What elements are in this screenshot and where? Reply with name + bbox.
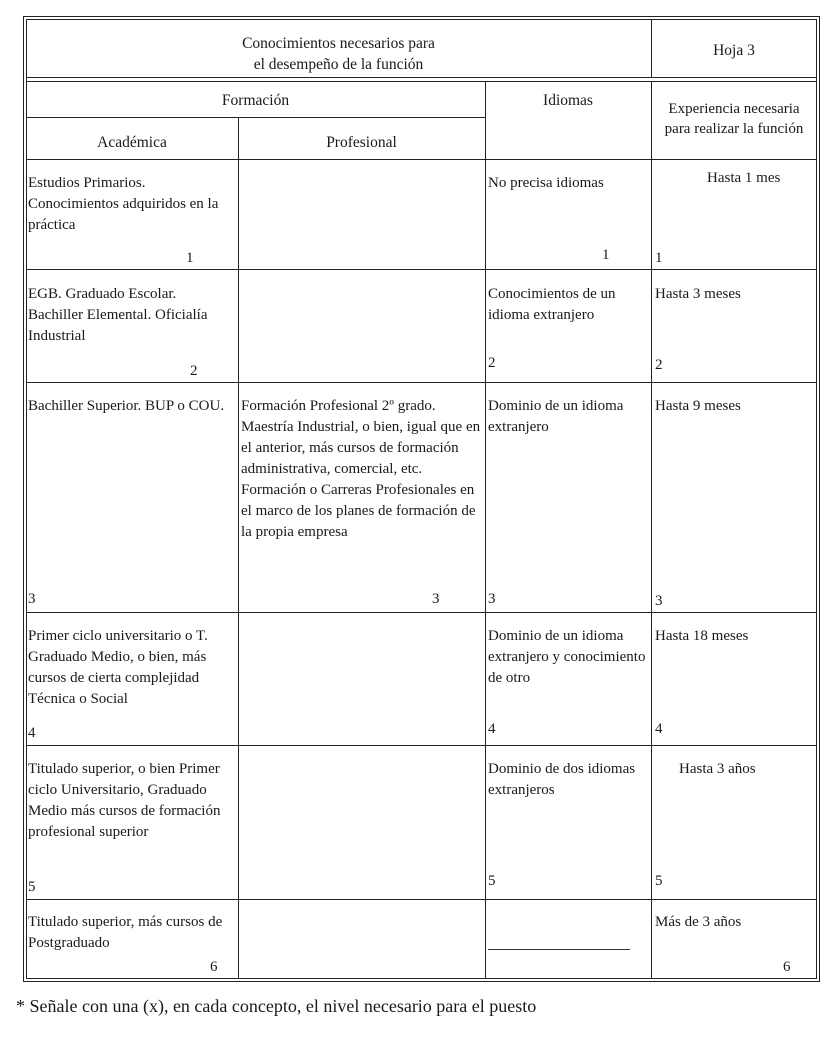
row1-idiomas-level: 1 <box>602 247 610 263</box>
row2-experiencia: Hasta 3 meses <box>655 286 741 302</box>
column-header-bottom <box>26 159 817 160</box>
row3-profesional-level: 3 <box>432 591 440 607</box>
row3-experiencia-level: 3 <box>655 593 663 609</box>
row1-idiomas: No precisa idiomas <box>488 175 604 191</box>
col-divider-experiencia <box>651 81 652 979</box>
row1-experiencia-level: 1 <box>655 250 663 266</box>
row-divider-4 <box>26 745 817 746</box>
row4-experiencia-level: 4 <box>655 721 663 737</box>
table-title-line2: el desempeño de la función <box>253 56 424 73</box>
row5-experiencia-level: 5 <box>655 873 663 889</box>
row3-idiomas: Dominio de un idioma extranjero <box>488 398 624 435</box>
row3-idiomas-level: 3 <box>488 591 496 607</box>
row-divider-2 <box>26 382 817 383</box>
row6-academica: Titulado superior, más cursos de Postgraduado <box>28 914 223 951</box>
header-divider <box>26 77 817 78</box>
row-divider-5 <box>26 899 817 900</box>
col-header-experiencia <box>651 99 817 139</box>
row5-experiencia: Hasta 3 años <box>679 761 756 777</box>
row3-profesional: Formación Profesional 2º grado. Maestría Industrial, o bien, igual que en el anterior, más cursos de formación administrativa, comercial, etc. Formación o Carreras Profesionales en el marco de los planes de formación de la propia empresa <box>241 398 481 540</box>
row6-experiencia-level: 6 <box>783 959 791 975</box>
header-divider-2 <box>26 81 817 82</box>
row4-academica-level: 4 <box>28 725 36 741</box>
col-divider-idiomas <box>485 81 486 979</box>
row3-academica-level: 3 <box>28 591 36 607</box>
row2-academica-level: 2 <box>190 363 198 379</box>
row3-experiencia: Hasta 9 meses <box>655 398 741 414</box>
row2-experiencia-level: 2 <box>655 357 663 373</box>
col-header-formacion: Formación <box>221 92 290 109</box>
col-divider-profesional <box>238 117 239 979</box>
col-header-academica: Académica <box>97 134 167 151</box>
row2-idiomas-level: 2 <box>488 355 496 371</box>
formacion-subdivider <box>26 117 485 118</box>
row1-experiencia: Hasta 1 mes <box>707 170 781 186</box>
row6-academica-level: 6 <box>210 959 218 975</box>
row5-idiomas-level: 5 <box>488 873 496 889</box>
row5-idiomas: Dominio de dos idiomas extranjeros <box>488 761 636 798</box>
row4-experiencia: Hasta 18 meses <box>655 628 749 644</box>
row3-academica: Bachiller Superior. BUP o COU. <box>28 398 225 414</box>
table-title <box>26 33 651 75</box>
sheet-label: Hoja 3 <box>713 42 755 59</box>
row2-idiomas: Conocimientos de un idioma extranjero <box>488 286 616 323</box>
row6-idiomas-blank-line <box>488 949 630 950</box>
row1-academica-level: 1 <box>186 250 194 266</box>
col-header-idiomas: Idiomas <box>543 92 593 109</box>
row6-experiencia: Más de 3 años <box>655 914 742 930</box>
row4-idiomas: Dominio de un idioma extranjero y conocimiento de otro <box>488 628 646 686</box>
row2-academica: EGB. Graduado Escolar. Bachiller Elemental. Oficialía Industrial <box>28 286 208 344</box>
table-title-line1: Conocimientos necesarios para <box>242 35 435 52</box>
row4-idiomas-level: 4 <box>488 721 496 737</box>
col-header-experiencia-line2: para realizar la función <box>664 121 804 137</box>
col-header-profesional: Profesional <box>326 134 397 151</box>
row-divider-1 <box>26 269 817 270</box>
row1-academica: Estudios Primarios. Conocimientos adquiridos en la práctica <box>28 175 219 233</box>
row4-academica: Primer ciclo universitario o T. Graduado Medio, o bien, más cursos de cierta complejidad Técnica o Social <box>28 628 208 707</box>
row5-academica: Titulado superior, o bien Primer ciclo Universitario, Graduado Medio más cursos de formación profesional superior <box>28 761 221 840</box>
col-header-experiencia-line1: Experiencia necesaria <box>668 101 800 117</box>
row5-academica-level: 5 <box>28 879 36 895</box>
row-divider-3 <box>26 612 817 613</box>
footnote: * Señale con una (x), en cada concepto, el nivel necesario para el puesto <box>16 996 537 1016</box>
